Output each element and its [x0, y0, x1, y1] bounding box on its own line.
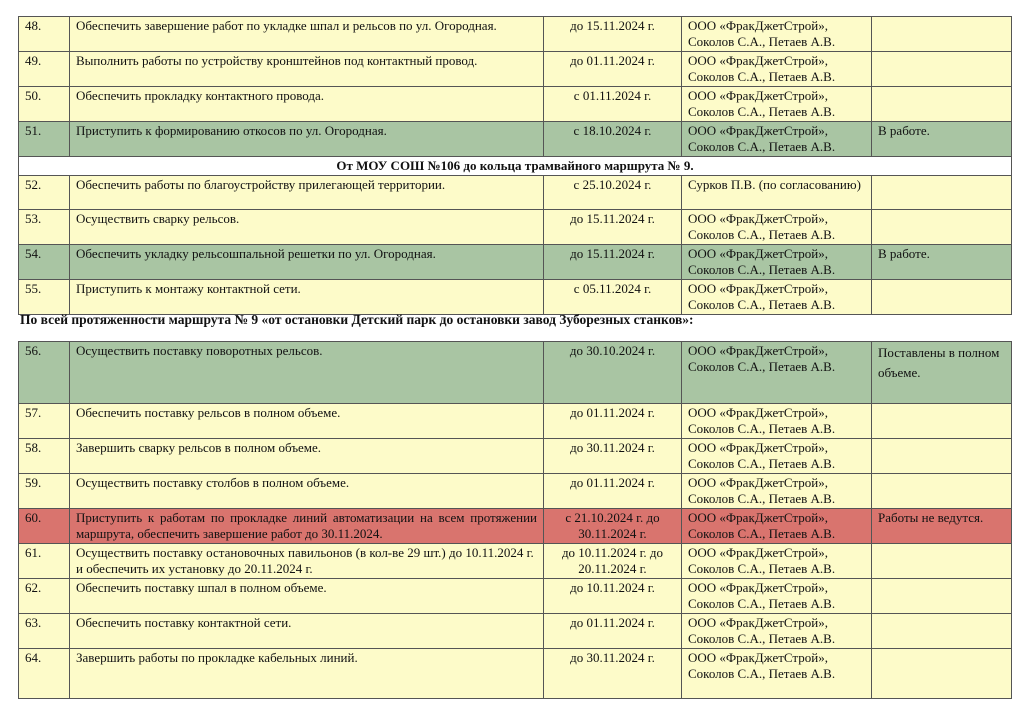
deadline: с 18.10.2024 г.	[544, 122, 682, 157]
responsible: ООО «ФракДжетСтрой», Соколов С.А., Петаев А.В.	[682, 544, 872, 579]
table-row	[19, 509, 1012, 544]
table-row	[19, 176, 1012, 210]
status	[872, 439, 1012, 474]
deadline: до 10.11.2024 г. до 20.11.2024 г.	[544, 544, 682, 579]
row-number: 56.	[19, 342, 70, 404]
responsible: ООО «ФракДжетСтрой», Соколов С.А., Петаев А.В.	[682, 649, 872, 699]
responsible: ООО «ФракДжетСтрой», Соколов С.А., Петаев А.В.	[682, 342, 872, 404]
responsible: ООО «ФракДжетСтрой», Соколов С.А., Петаев А.В.	[682, 87, 872, 122]
status	[872, 649, 1012, 699]
table-row	[19, 649, 1012, 699]
task-text: Приступить к работам по прокладке линий автоматизации на всем протяжении маршрута, обеспечить завершение работ до 30.11.2024.	[70, 509, 544, 544]
responsible: Сурков П.В. (по согласованию)	[682, 176, 872, 210]
deadline: до 10.11.2024 г.	[544, 579, 682, 614]
row-number: 51.	[19, 122, 70, 157]
row-number: 63.	[19, 614, 70, 649]
task-text: Обеспечить прокладку контактного провода.	[70, 87, 544, 122]
table-row	[19, 17, 1012, 52]
deadline: до 15.11.2024 г.	[544, 17, 682, 52]
row-number: 49.	[19, 52, 70, 87]
deadline: до 01.11.2024 г.	[544, 404, 682, 439]
task-text: Осуществить сварку рельсов.	[70, 210, 544, 245]
status	[872, 614, 1012, 649]
table-row	[19, 439, 1012, 474]
deadline: с 05.11.2024 г.	[544, 280, 682, 315]
row-number: 57.	[19, 404, 70, 439]
row-number: 64.	[19, 649, 70, 699]
status: Поставлены в полном объеме.	[872, 342, 1012, 404]
deadline: до 15.11.2024 г.	[544, 245, 682, 280]
status: Работы не ведутся.	[872, 509, 1012, 544]
task-text: Завершить работы по прокладке кабельных линий.	[70, 649, 544, 699]
section-row	[19, 157, 1012, 176]
task-text: Обеспечить укладку рельсошпальной решетки по ул. Огородная.	[70, 245, 544, 280]
row-number: 62.	[19, 579, 70, 614]
route-heading: По всей протяженности маршрута № 9 «от остановки Детский парк до остановки завод Зуборезных станков»:	[20, 312, 694, 327]
status	[872, 210, 1012, 245]
deadline: с 25.10.2024 г.	[544, 176, 682, 210]
row-number: 54.	[19, 245, 70, 280]
task-text: Осуществить поставку столбов в полном объеме.	[70, 474, 544, 509]
table-row	[19, 579, 1012, 614]
task-text: Осуществить поставку поворотных рельсов.	[70, 342, 544, 404]
status	[872, 474, 1012, 509]
responsible: ООО «ФракДжетСтрой», Соколов С.А., Петаев А.В.	[682, 52, 872, 87]
deadline: до 01.11.2024 г.	[544, 474, 682, 509]
responsible: ООО «ФракДжетСтрой», Соколов С.А., Петаев А.В.	[682, 509, 872, 544]
row-number: 60.	[19, 509, 70, 544]
status	[872, 404, 1012, 439]
table-row	[19, 87, 1012, 122]
responsible: ООО «ФракДжетСтрой», Соколов С.А., Петаев А.В.	[682, 404, 872, 439]
row-number: 55.	[19, 280, 70, 315]
table-row	[19, 280, 1012, 315]
status	[872, 87, 1012, 122]
row-number: 53.	[19, 210, 70, 245]
deadline: до 01.11.2024 г.	[544, 52, 682, 87]
responsible: ООО «ФракДжетСтрой», Соколов С.А., Петаев А.В.	[682, 17, 872, 52]
task-text: Обеспечить завершение работ по укладке шпал и рельсов по ул. Огородная.	[70, 17, 544, 52]
work-plan-table-bottom	[18, 341, 1012, 699]
deadline: с 21.10.2024 г. до 30.11.2024 г.	[544, 509, 682, 544]
status	[872, 544, 1012, 579]
responsible: ООО «ФракДжетСтрой», Соколов С.А., Петаев А.В.	[682, 439, 872, 474]
status: В работе.	[872, 122, 1012, 157]
responsible: ООО «ФракДжетСтрой», Соколов С.А., Петаев А.В.	[682, 579, 872, 614]
task-text: Обеспечить поставку шпал в полном объеме.	[70, 579, 544, 614]
status	[872, 17, 1012, 52]
table-row	[19, 210, 1012, 245]
status	[872, 579, 1012, 614]
task-text: Обеспечить поставку рельсов в полном объеме.	[70, 404, 544, 439]
row-number: 50.	[19, 87, 70, 122]
table-row	[19, 52, 1012, 87]
table-row	[19, 614, 1012, 649]
deadline: до 30.10.2024 г.	[544, 342, 682, 404]
status: В работе.	[872, 245, 1012, 280]
row-number: 59.	[19, 474, 70, 509]
responsible: ООО «ФракДжетСтрой», Соколов С.А., Петаев А.В.	[682, 474, 872, 509]
row-number: 52.	[19, 176, 70, 210]
table-row	[19, 122, 1012, 157]
row-number: 61.	[19, 544, 70, 579]
task-text: Осуществить поставку остановочных павильонов (в кол-ве 29 шт.) до 10.11.2024 г. и обеспечить их установку до 20.11.2024 г.	[70, 544, 544, 579]
task-text: Обеспечить работы по благоустройству прилегающей территории.	[70, 176, 544, 210]
table-row	[19, 342, 1012, 404]
deadline: с 01.11.2024 г.	[544, 87, 682, 122]
table-row	[19, 544, 1012, 579]
task-text: Завершить сварку рельсов в полном объеме.	[70, 439, 544, 474]
work-plan-table-top	[18, 16, 1012, 315]
responsible: ООО «ФракДжетСтрой», Соколов С.А., Петаев А.В.	[682, 245, 872, 280]
table-row	[19, 404, 1012, 439]
deadline: до 15.11.2024 г.	[544, 210, 682, 245]
status	[872, 280, 1012, 315]
deadline: до 30.11.2024 г.	[544, 439, 682, 474]
table-row	[19, 245, 1012, 280]
deadline: до 01.11.2024 г.	[544, 614, 682, 649]
task-text: Обеспечить поставку контактной сети.	[70, 614, 544, 649]
row-number: 48.	[19, 17, 70, 52]
deadline: до 30.11.2024 г.	[544, 649, 682, 699]
section-title: От МОУ СОШ №106 до кольца трамвайного маршрута № 9.	[19, 157, 1012, 176]
task-text: Приступить к формированию откосов по ул. Огородная.	[70, 122, 544, 157]
responsible: ООО «ФракДжетСтрой», Соколов С.А., Петаев А.В.	[682, 614, 872, 649]
status	[872, 52, 1012, 87]
responsible: ООО «ФракДжетСтрой», Соколов С.А., Петаев А.В.	[682, 280, 872, 315]
row-number: 58.	[19, 439, 70, 474]
task-text: Приступить к монтажу контактной сети.	[70, 280, 544, 315]
status	[872, 176, 1012, 210]
table-row	[19, 474, 1012, 509]
responsible: ООО «ФракДжетСтрой», Соколов С.А., Петаев А.В.	[682, 122, 872, 157]
task-text: Выполнить работы по устройству кронштейнов под контактный провод.	[70, 52, 544, 87]
responsible: ООО «ФракДжетСтрой», Соколов С.А., Петаев А.В.	[682, 210, 872, 245]
